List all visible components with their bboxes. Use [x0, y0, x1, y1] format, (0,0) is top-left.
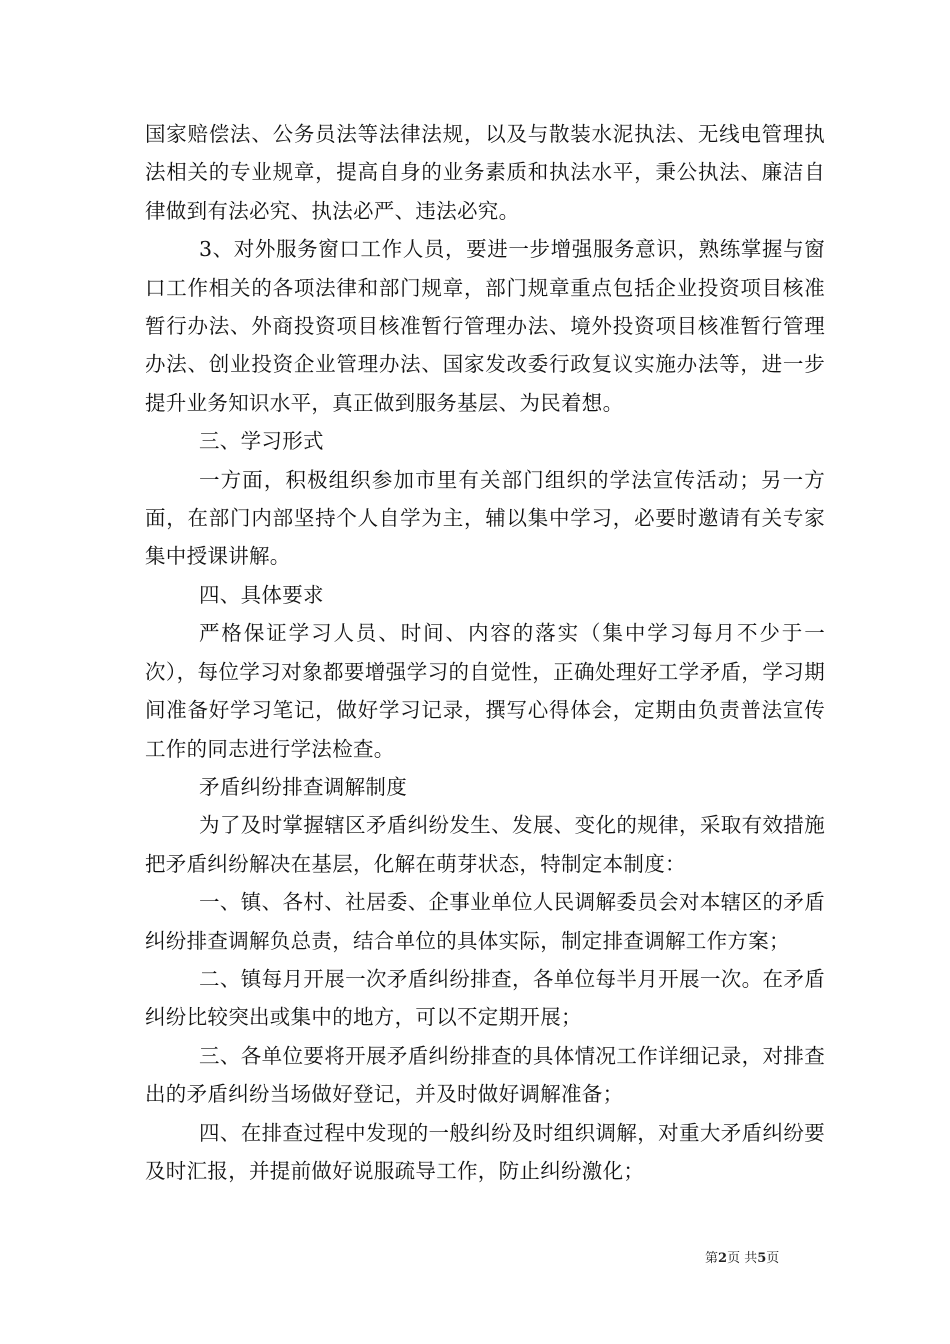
section-heading-requirements: 四、具体要求	[199, 582, 324, 607]
paragraph-item-3: 3、对外服务窗口工作人员，要进一步增强服务意识，熟练掌握与窗口工作相关的各项法律和部门规章，部门规章重点包括企业投资项目核准暂行办法、外商投资项目核准暂行管理办法、境外投资项目核准暂行管理办法、创业投资企业管理办法、国家发改委行政复议实施办法等，进一步提升业务知识水平，真正做到服务基层、为民着想。	[145, 237, 825, 415]
footer-suffix: 页	[766, 1251, 780, 1266]
document-subtitle: 矛盾纠纷排查调解制度	[199, 774, 407, 799]
paragraph-intro: 为了及时掌握辖区矛盾纠纷发生、发展、变化的规律，采取有效措施把矛盾纠纷解决在基层，化解在萌芽状态，特制定本制度：	[145, 813, 825, 876]
paragraph-continuation: 国家赔偿法、公务员法等法律法规，以及与散装水泥执法、无线电管理执法相关的专业规章，提高自身的业务素质和执法水平，秉公执法、廉洁自律做到有法必究、执法必严、违法必究。	[145, 122, 825, 223]
document-body	[145, 115, 825, 1190]
paragraph-rule-4: 四、在排查过程中发现的一般纠纷及时组织调解，对重大矛盾纠纷要及时汇报，并提前做好说服疏导工作，防止纠纷激化；	[145, 1120, 825, 1183]
footer-total-pages: 5	[757, 1251, 767, 1266]
paragraph-rule-2: 二、镇每月开展一次矛盾纠纷排查，各单位每半月开展一次。在矛盾纠纷比较突出或集中的地方，可以不定期开展；	[145, 966, 825, 1030]
footer-middle: 页 共	[727, 1251, 758, 1266]
paragraph-rule-1: 一、镇、各村、社居委、企事业单位人民调解委员会对本辖区的矛盾纠纷排查调解负总责，结合单位的具体实际，制定排查调解工作方案；	[145, 890, 825, 953]
paragraph-requirements: 严格保证学习人员、时间、内容的落实（集中学习每月不少于一次），每位学习对象都要增强学习的自觉性，正确处理好工学矛盾，学习期间准备好学习笔记，做好学习记录，撰写心得体会，定期由负责普法宣传工作的同志进行学法检查。	[145, 621, 825, 761]
paragraph-rule-3: 三、各单位要将开展矛盾纠纷排查的具体情况工作详细记录，对排查出的矛盾纠纷当场做好登记，并及时做好调解准备；	[145, 1043, 825, 1107]
footer-current-page: 2	[718, 1251, 728, 1266]
paragraph-study-form: 一方面，积极组织参加市里有关部门组织的学法宣传活动；另一方面，在部门内部坚持个人自学为主，辅以集中学习，必要时邀请有关专家集中授课讲解。	[145, 467, 825, 569]
footer-prefix: 第	[705, 1251, 719, 1266]
page-number-footer	[705, 1247, 779, 1266]
section-heading-study-form: 三、学习形式	[199, 429, 324, 454]
